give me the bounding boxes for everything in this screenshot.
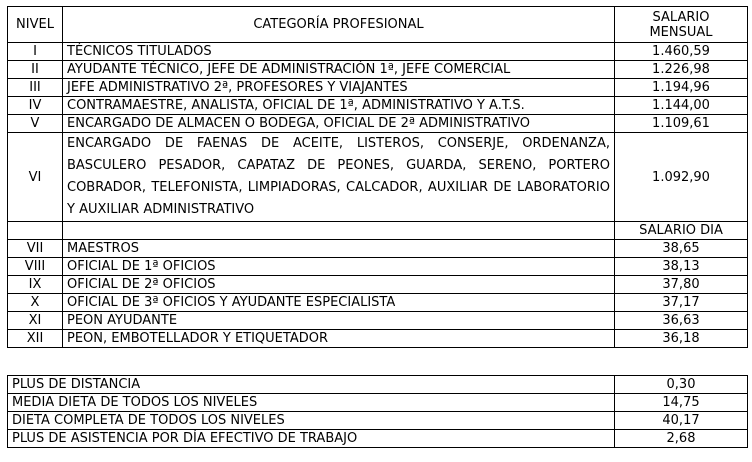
categoria-cell: PEON AYUDANTE bbox=[63, 312, 615, 330]
nivel-cell: VI bbox=[8, 133, 63, 222]
salario-cell: 1.194,96 bbox=[615, 79, 748, 97]
table-row bbox=[8, 43, 748, 61]
table-row bbox=[8, 61, 748, 79]
extras-row bbox=[8, 430, 748, 448]
header-nivel: NIVEL bbox=[8, 7, 63, 43]
salario-dia-label: SALARIO DIA bbox=[615, 222, 748, 240]
salario-cell: 38,65 bbox=[615, 240, 748, 258]
nivel-cell: X bbox=[8, 294, 63, 312]
empty-cell bbox=[8, 222, 63, 240]
header-salario-line1: SALARIO bbox=[652, 9, 710, 25]
valor-cell: 0,30 bbox=[615, 376, 748, 394]
table-header-row bbox=[8, 7, 748, 43]
valor-cell: 2,68 bbox=[615, 430, 748, 448]
table-row bbox=[8, 133, 748, 222]
empty-cell bbox=[63, 222, 615, 240]
nivel-cell: XI bbox=[8, 312, 63, 330]
categoria-cell: OFICIAL DE 1ª OFICIOS bbox=[63, 258, 615, 276]
table-row bbox=[8, 276, 748, 294]
table-row bbox=[8, 240, 748, 258]
table-row bbox=[8, 97, 748, 115]
table-row bbox=[8, 258, 748, 276]
salario-cell: 1.144,00 bbox=[615, 97, 748, 115]
salario-cell: 37,80 bbox=[615, 276, 748, 294]
header-salario-mensual bbox=[615, 7, 748, 43]
salary-table bbox=[7, 6, 748, 348]
header-salario-line2: MENSUAL bbox=[649, 24, 713, 40]
extras-table bbox=[7, 375, 748, 448]
salario-cell: 36,63 bbox=[615, 312, 748, 330]
nivel-cell: XII bbox=[8, 330, 63, 348]
valor-cell: 14,75 bbox=[615, 394, 748, 412]
categoria-cell: ENCARGADO DE ALMACEN O BODEGA, OFICIAL DE 2ª ADMINISTRATIVO bbox=[63, 115, 615, 133]
concepto-cell: DIETA COMPLETA DE TODOS LOS NIVELES bbox=[8, 412, 615, 430]
nivel-cell: V bbox=[8, 115, 63, 133]
salario-cell: 1.092,90 bbox=[615, 133, 748, 222]
concepto-cell: PLUS DE ASISTENCIA POR DÍA EFECTIVO DE TRABAJO bbox=[8, 430, 615, 448]
extras-row bbox=[8, 394, 748, 412]
salario-cell: 37,17 bbox=[615, 294, 748, 312]
categoria-cell: TÉCNICOS TITULADOS bbox=[63, 43, 615, 61]
nivel-cell: III bbox=[8, 79, 63, 97]
nivel-cell: IX bbox=[8, 276, 63, 294]
salario-cell: 38,13 bbox=[615, 258, 748, 276]
nivel-cell: IV bbox=[8, 97, 63, 115]
table-row bbox=[8, 294, 748, 312]
header-categoria: CATEGORÍA PROFESIONAL bbox=[63, 7, 615, 43]
salario-dia-row bbox=[8, 222, 748, 240]
extras-row bbox=[8, 376, 748, 394]
table-row bbox=[8, 312, 748, 330]
concepto-cell: MEDIA DIETA DE TODOS LOS NIVELES bbox=[8, 394, 615, 412]
nivel-cell: II bbox=[8, 61, 63, 79]
salario-cell: 1.226,98 bbox=[615, 61, 748, 79]
salario-cell: 36,18 bbox=[615, 330, 748, 348]
categoria-cell: AYUDANTE TÉCNICO, JEFE DE ADMINISTRACIÓN 1ª, JEFE COMERCIAL bbox=[63, 61, 615, 79]
categoria-cell: ENCARGADO DE FAENAS DE ACEITE, LISTEROS, CONSERJE, ORDENANZA, BASCULERO PESADOR, CAPATAZ DE PEONES, GUARDA, SERENO, PORTERO COBRADOR, TELEFONISTA, LIMPIADORAS, CALCADOR, AUXILIAR DE LABORATORIO Y AUXILIAR ADMINISTRATIVO bbox=[63, 133, 615, 222]
salario-cell: 1.460,59 bbox=[615, 43, 748, 61]
nivel-cell: VII bbox=[8, 240, 63, 258]
salario-cell: 1.109,61 bbox=[615, 115, 748, 133]
categoria-cell: OFICIAL DE 2ª OFICIOS bbox=[63, 276, 615, 294]
table-row bbox=[8, 330, 748, 348]
valor-cell: 40,17 bbox=[615, 412, 748, 430]
nivel-cell: I bbox=[8, 43, 63, 61]
nivel-cell: VIII bbox=[8, 258, 63, 276]
table-row bbox=[8, 79, 748, 97]
categoria-cell: JEFE ADMINISTRATIVO 2ª, PROFESORES Y VIAJANTES bbox=[63, 79, 615, 97]
extras-row bbox=[8, 412, 748, 430]
concepto-cell: PLUS DE DISTANCIA bbox=[8, 376, 615, 394]
categoria-cell: PEON, EMBOTELLADOR Y ETIQUETADOR bbox=[63, 330, 615, 348]
table-row bbox=[8, 115, 748, 133]
categoria-cell: CONTRAMAESTRE, ANALISTA, OFICIAL DE 1ª, ADMINISTRATIVO Y A.T.S. bbox=[63, 97, 615, 115]
categoria-cell: OFICIAL DE 3ª OFICIOS Y AYUDANTE ESPECIALISTA bbox=[63, 294, 615, 312]
categoria-cell: MAESTROS bbox=[63, 240, 615, 258]
